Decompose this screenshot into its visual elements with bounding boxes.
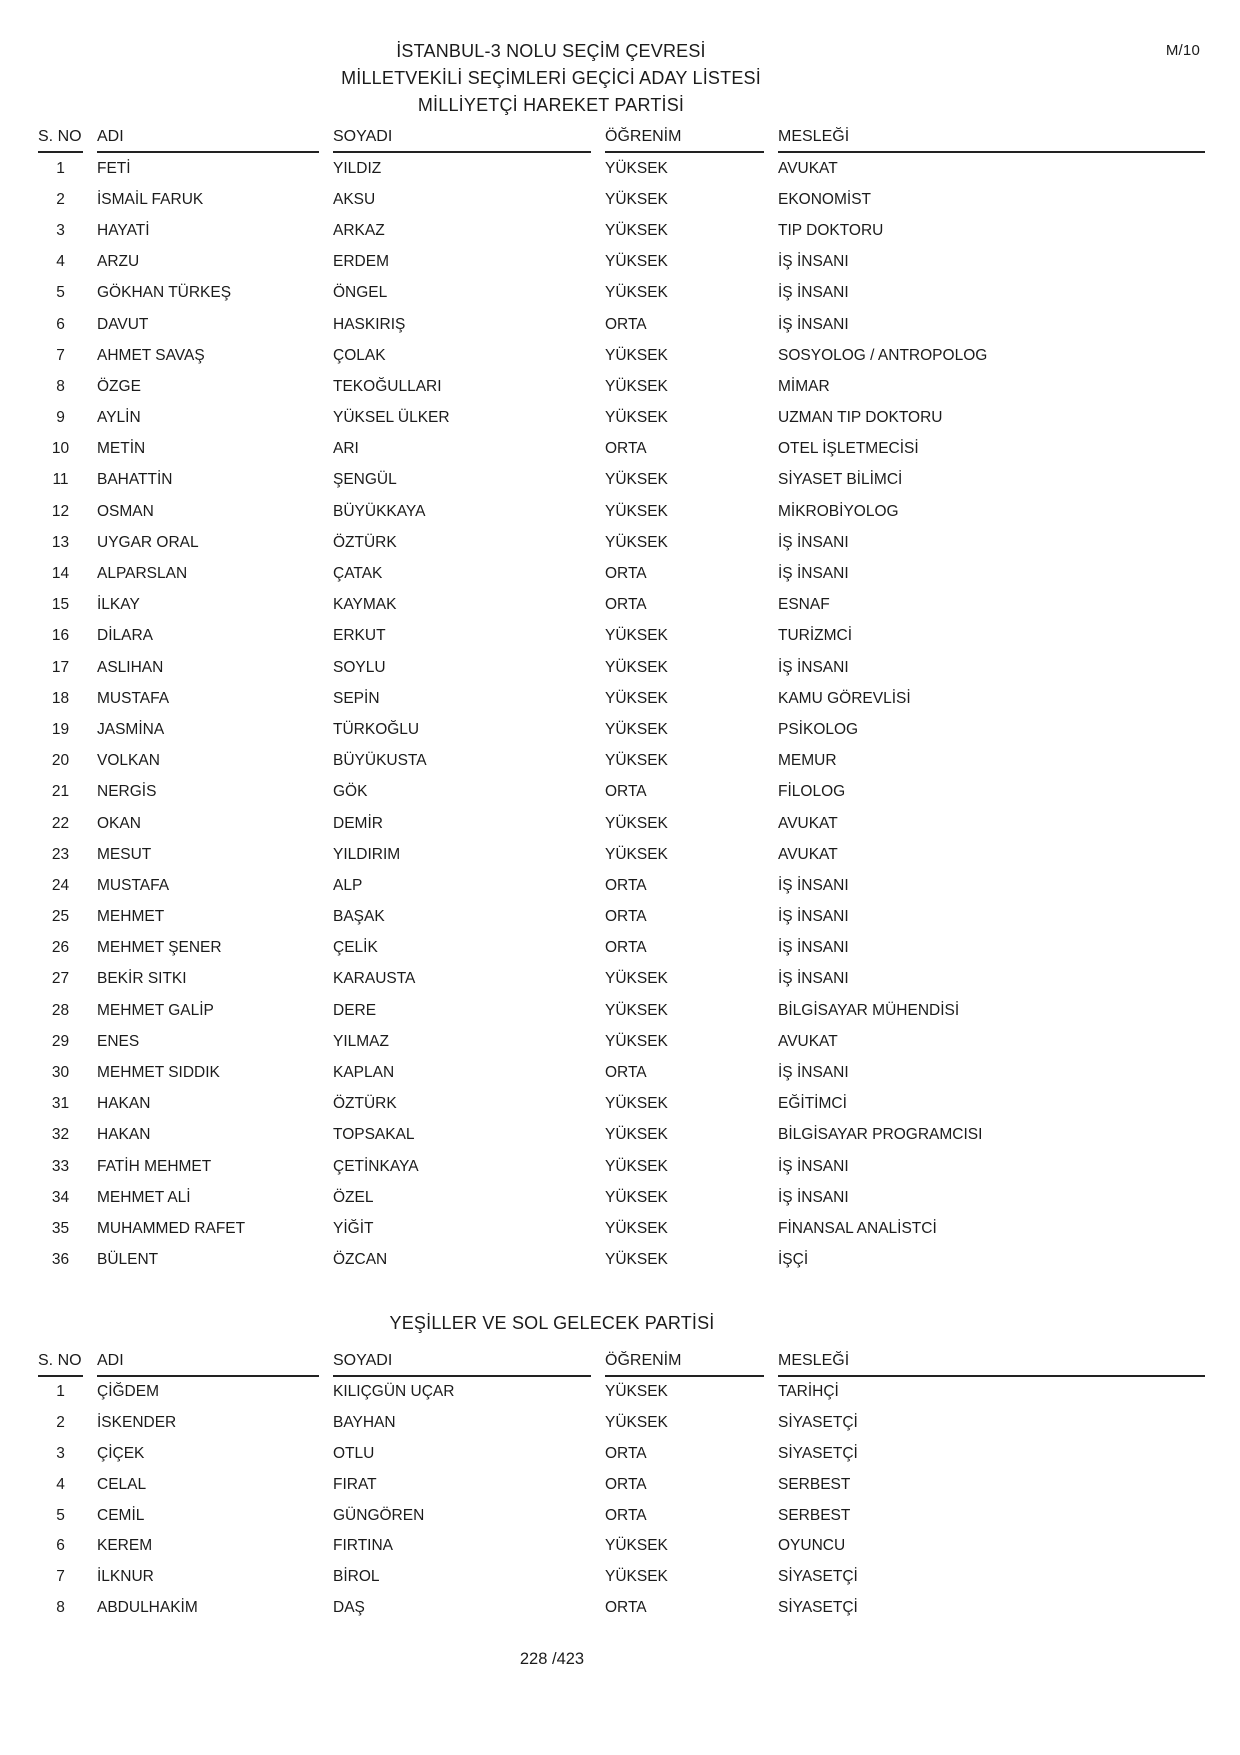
table-cell: MEHMET GALİP xyxy=(97,1001,214,1019)
table-cell: OTLU xyxy=(333,1444,375,1462)
table-cell: TÜRKOĞLU xyxy=(333,720,420,738)
table-cell: ESNAF xyxy=(778,596,830,614)
table-cell: MEHMET SIDDIK xyxy=(97,1064,220,1082)
table-cell: YÜKSEK xyxy=(605,627,668,645)
table-cell: HASKIRIŞ xyxy=(333,315,406,333)
table-cell: ÖNGEL xyxy=(333,284,388,302)
column-header-meslegi: MESLEĞİ xyxy=(778,1351,1205,1377)
table-cell: YÜKSEK xyxy=(605,159,668,177)
table-row xyxy=(38,558,1205,589)
table-cell: 2 xyxy=(56,190,65,208)
table-cell: BÜLENT xyxy=(97,1251,159,1269)
table-cell: VOLKAN xyxy=(97,752,160,770)
table-cell: İŞ İNSANI xyxy=(778,284,849,302)
table-cell: 24 xyxy=(51,876,70,894)
table-cell: ORTA xyxy=(605,1598,647,1616)
table-row xyxy=(38,340,1205,371)
table-cell: 20 xyxy=(51,752,70,770)
table-cell: 29 xyxy=(51,1032,70,1050)
table-cell: AVUKAT xyxy=(778,845,838,863)
table-cell: 3 xyxy=(56,221,65,239)
table-cell: AYLİN xyxy=(97,409,141,427)
table-cell: ORTA xyxy=(605,1444,647,1462)
table-cell: YÜKSEK xyxy=(605,221,668,239)
table-cell: 1 xyxy=(56,1383,65,1401)
party-section-title-ysgp: YEŞİLLER VE SOL GELECEK PARTİSİ xyxy=(389,1313,715,1333)
table-cell: ORTA xyxy=(605,596,647,614)
table-cell: KILIÇGÜN UÇAR xyxy=(333,1383,455,1401)
table-cell: YÜKSEK xyxy=(605,689,668,707)
table-cell: HAYATİ xyxy=(97,221,150,239)
table-cell: YÜKSEK xyxy=(605,720,668,738)
table-row xyxy=(38,1245,1205,1276)
table-cell: MEHMET ALİ xyxy=(97,1188,191,1206)
table-cell: 32 xyxy=(51,1126,70,1144)
table-cell: ÖZEL xyxy=(333,1188,374,1206)
table-row xyxy=(38,933,1205,964)
table-cell: 6 xyxy=(56,315,65,333)
table-cell: ORTA xyxy=(605,939,647,957)
table-cell: İŞ İNSANI xyxy=(778,1157,849,1175)
table-cell: 15 xyxy=(51,596,70,614)
table-cell: 19 xyxy=(51,720,70,738)
page-number: 228 /423 xyxy=(519,1650,585,1668)
table-cell: ORTA xyxy=(605,783,647,801)
table-cell: MEMUR xyxy=(778,752,837,770)
table-cell: ÇELİK xyxy=(333,939,378,957)
table-cell: TIP DOKTORU xyxy=(778,221,884,239)
table-cell: ÇOLAK xyxy=(333,346,386,364)
table-cell: 18 xyxy=(51,689,70,707)
table-cell: 1 xyxy=(56,159,65,177)
table-row xyxy=(38,496,1205,527)
table-row xyxy=(38,1531,1205,1562)
table-cell: ORTA xyxy=(605,315,647,333)
table-row xyxy=(38,621,1205,652)
table-row xyxy=(38,434,1205,465)
table-cell: 12 xyxy=(51,502,70,520)
title-line-party-mhp: MİLLİYETÇİ HAREKET PARTİSİ xyxy=(417,95,685,115)
column-header-adi: ADI xyxy=(97,127,319,153)
table-cell: 3 xyxy=(56,1444,65,1462)
table-cell: ÇATAK xyxy=(333,565,383,583)
table-cell: EKONOMİST xyxy=(778,190,872,208)
table-cell: OSMAN xyxy=(97,502,154,520)
table-cell: 17 xyxy=(51,658,70,676)
table-row xyxy=(38,590,1205,621)
table-cell: ARKAZ xyxy=(333,221,385,239)
table-cell: MESUT xyxy=(97,845,152,863)
table-header-row xyxy=(38,127,1205,153)
table-cell: FETİ xyxy=(97,159,131,177)
table-row xyxy=(38,1408,1205,1439)
table-row xyxy=(38,683,1205,714)
table-cell: YILMAZ xyxy=(333,1032,389,1050)
table-cell: YÜKSEK xyxy=(605,658,668,676)
table-row xyxy=(38,746,1205,777)
table-cell: MEHMET xyxy=(97,908,165,926)
table-cell: YÜKSEK xyxy=(605,1126,668,1144)
table-cell: İSKENDER xyxy=(97,1414,177,1432)
table-cell: ÇETİNKAYA xyxy=(333,1157,419,1175)
table-cell: AVUKAT xyxy=(778,1032,838,1050)
table-cell: DEMİR xyxy=(333,814,383,832)
table-cell: BİLGİSAYAR MÜHENDİSİ xyxy=(778,1001,960,1019)
table-cell: 16 xyxy=(51,627,70,645)
table-cell: SİYASETÇİ xyxy=(778,1444,858,1462)
table-row xyxy=(38,1151,1205,1182)
table-row xyxy=(38,652,1205,683)
table-cell: YÜKSEK xyxy=(605,1568,668,1586)
table-row xyxy=(38,215,1205,246)
table-cell: YÜKSEK xyxy=(605,1219,668,1237)
table-row xyxy=(38,964,1205,995)
candidate-table-mhp xyxy=(24,127,1219,1276)
table-cell: İSMAİL FARUK xyxy=(97,190,204,208)
table-cell: İŞ İNSANI xyxy=(778,908,849,926)
table-cell: KAMU GÖREVLİSİ xyxy=(778,689,911,707)
table-cell: MİKROBİYOLOG xyxy=(778,502,899,520)
table-cell: ORTA xyxy=(605,1475,647,1493)
table-cell: AVUKAT xyxy=(778,814,838,832)
table-cell: 21 xyxy=(51,783,70,801)
table-cell: ÇİÇEK xyxy=(97,1444,145,1462)
table-cell: ALP xyxy=(333,876,363,894)
table-cell: SİYASETÇİ xyxy=(778,1568,858,1586)
table-cell: AVUKAT xyxy=(778,159,838,177)
table-cell: YÜKSEK xyxy=(605,346,668,364)
table-cell: SERBEST xyxy=(778,1475,851,1493)
column-header-ogrenim: ÖĞRENİM xyxy=(605,127,764,153)
table-cell: MUSTAFA xyxy=(97,876,170,894)
table-cell: BÜYÜKUSTA xyxy=(333,752,427,770)
table-cell: 2 xyxy=(56,1414,65,1432)
table-cell: ORTA xyxy=(605,565,647,583)
table-row xyxy=(38,839,1205,870)
column-header-adi: ADI xyxy=(97,1351,319,1377)
table-cell: 4 xyxy=(56,253,65,271)
table-cell: SERBEST xyxy=(778,1506,851,1524)
table-cell: İŞ İNSANI xyxy=(778,253,849,271)
table-cell: YÜKSEK xyxy=(605,814,668,832)
table-cell: BAHATTİN xyxy=(97,471,173,489)
table-cell: YÜKSEK xyxy=(605,1537,668,1555)
table-cell: FIRAT xyxy=(333,1475,377,1493)
table-cell: 8 xyxy=(56,1598,65,1616)
table-cell: DERE xyxy=(333,1001,377,1019)
table-cell: 9 xyxy=(56,409,65,427)
table-cell: İŞ İNSANI xyxy=(778,315,849,333)
table-cell: İŞÇİ xyxy=(778,1251,809,1269)
table-cell: YÜKSEK xyxy=(605,1157,668,1175)
table-row xyxy=(38,527,1205,558)
table-row xyxy=(38,1026,1205,1057)
table-cell: 30 xyxy=(51,1064,70,1082)
table-cell: FATİH MEHMET xyxy=(97,1157,212,1175)
table-cell: ORTA xyxy=(605,440,647,458)
table-cell: 31 xyxy=(51,1095,70,1113)
table-cell: ORTA xyxy=(605,908,647,926)
table-cell: SEPİN xyxy=(333,689,380,707)
table-cell: SİYASETÇİ xyxy=(778,1414,858,1432)
table-cell: 36 xyxy=(51,1251,70,1269)
table-cell: KEREM xyxy=(97,1537,153,1555)
table-cell: ALPARSLAN xyxy=(97,565,188,583)
table-cell: 35 xyxy=(51,1219,70,1237)
table-cell: YÜKSEK xyxy=(605,409,668,427)
table-cell: MEHMET ŞENER xyxy=(97,939,222,957)
table-cell: ÇİĞDEM xyxy=(97,1383,159,1401)
table-cell: İŞ İNSANI xyxy=(778,658,849,676)
column-header-ogrenim: ÖĞRENİM xyxy=(605,1351,764,1377)
table-cell: YÜKSEK xyxy=(605,253,668,271)
table-cell: FIRTINA xyxy=(333,1537,393,1555)
table-cell: ERKUT xyxy=(333,627,386,645)
table-cell: GÖK xyxy=(333,783,368,801)
table-cell: 25 xyxy=(51,908,70,926)
table-row xyxy=(38,1593,1205,1624)
table-cell: EĞİTİMCİ xyxy=(778,1095,847,1113)
table-row xyxy=(38,902,1205,933)
table-cell: YÜKSEK xyxy=(605,1001,668,1019)
table-cell: JASMİNA xyxy=(97,720,165,738)
table-cell: 7 xyxy=(56,1568,65,1586)
table-cell: ENES xyxy=(97,1032,140,1050)
table-cell: 5 xyxy=(56,1506,65,1524)
table-cell: YILDIRIM xyxy=(333,845,401,863)
candidate-table-ysgp xyxy=(24,1351,1219,1623)
table-cell: YÜKSEK xyxy=(605,533,668,551)
table-cell: UZMAN TIP DOKTORU xyxy=(778,409,943,427)
table-cell: YÜKSEK xyxy=(605,1032,668,1050)
table-cell: ARI xyxy=(333,440,359,458)
table-row xyxy=(38,247,1205,278)
table-cell: 14 xyxy=(51,565,70,583)
table-cell: 4 xyxy=(56,1475,65,1493)
table-row xyxy=(38,1182,1205,1213)
table-cell: YÜKSEK xyxy=(605,284,668,302)
page-code: M/10 xyxy=(1165,42,1200,59)
table-cell: ERDEM xyxy=(333,253,389,271)
table-cell: GÜNGÖREN xyxy=(333,1506,425,1524)
table-cell: AKSU xyxy=(333,190,376,208)
table-cell: ORTA xyxy=(605,1506,647,1524)
table-cell: NERGİS xyxy=(97,783,157,801)
table-cell: 33 xyxy=(51,1157,70,1175)
table-cell: İŞ İNSANI xyxy=(778,565,849,583)
table-cell: ÖZGE xyxy=(97,377,141,395)
table-header-row xyxy=(38,1351,1205,1377)
table-row xyxy=(38,184,1205,215)
table-cell: BAYHAN xyxy=(333,1414,396,1432)
table-cell: YÜKSEK xyxy=(605,471,668,489)
table-cell: 22 xyxy=(51,814,70,832)
table-cell: GÖKHAN TÜRKEŞ xyxy=(97,284,232,302)
table-cell: YÜKSEK xyxy=(605,1383,668,1401)
table-cell: SİYASETÇİ xyxy=(778,1598,858,1616)
table-cell: AHMET SAVAŞ xyxy=(97,346,205,364)
table-row xyxy=(38,777,1205,808)
table-cell: 13 xyxy=(51,533,70,551)
table-row xyxy=(38,995,1205,1026)
table-cell: BEKİR SITKI xyxy=(97,970,187,988)
table-cell: İŞ İNSANI xyxy=(778,876,849,894)
table-cell: YÜKSEK xyxy=(605,1251,668,1269)
title-line-list-type: MİLLETVEKİLİ SEÇİMLERİ GEÇİCİ ADAY LİSTESİ xyxy=(341,68,761,88)
table-cell: BİROL xyxy=(333,1568,380,1586)
table-cell: DAŞ xyxy=(333,1598,365,1616)
table-cell: HAKAN xyxy=(97,1095,151,1113)
table-cell: METİN xyxy=(97,440,146,458)
table-cell: ORTA xyxy=(605,876,647,894)
table-cell: 11 xyxy=(52,471,69,489)
table-row xyxy=(38,278,1205,309)
column-header-soyadi: SOYADI xyxy=(333,127,591,153)
table-cell: İLKNUR xyxy=(97,1568,154,1586)
table-cell: CEMİL xyxy=(97,1506,145,1524)
table-cell: 28 xyxy=(51,1001,70,1019)
table-cell: CELAL xyxy=(97,1475,147,1493)
table-cell: ABDULHAKİM xyxy=(97,1598,198,1616)
table-row xyxy=(38,1469,1205,1500)
table-row xyxy=(38,1377,1205,1408)
table-cell: ÖZTÜRK xyxy=(333,1095,397,1113)
table-cell: OKAN xyxy=(97,814,141,832)
table-row xyxy=(38,1213,1205,1244)
table-cell: UYGAR ORAL xyxy=(97,533,199,551)
table-cell: İŞ İNSANI xyxy=(778,1188,849,1206)
table-row xyxy=(38,1562,1205,1593)
table-cell: MİMAR xyxy=(778,377,830,395)
table-cell: YÜKSEL ÜLKER xyxy=(333,409,450,427)
table-cell: İŞ İNSANI xyxy=(778,533,849,551)
table-cell: MUSTAFA xyxy=(97,689,170,707)
table-row xyxy=(38,153,1205,184)
table-cell: 7 xyxy=(56,346,65,364)
table-cell: KAYMAK xyxy=(333,596,397,614)
table-cell: ŞENGÜL xyxy=(333,471,397,489)
table-cell: 5 xyxy=(56,284,65,302)
table-cell: SOYLU xyxy=(333,658,386,676)
table-cell: KARAUSTA xyxy=(333,970,416,988)
table-header xyxy=(38,127,1205,153)
table-cell: 34 xyxy=(51,1188,70,1206)
table-cell: TARİHÇİ xyxy=(778,1383,839,1401)
table-cell: ASLIHAN xyxy=(97,658,164,676)
table-cell: YÜKSEK xyxy=(605,1414,668,1432)
table-cell: OYUNCU xyxy=(778,1537,846,1555)
column-header-soyadi: SOYADI xyxy=(333,1351,591,1377)
table-cell: SOSYOLOG / ANTROPOLOG xyxy=(778,346,988,364)
table-row xyxy=(38,1057,1205,1088)
column-header-sno: S. NO xyxy=(38,1351,83,1377)
table-cell: YÜKSEK xyxy=(605,970,668,988)
table-row xyxy=(38,1500,1205,1531)
table-cell: TEKOĞULLARI xyxy=(333,377,442,395)
table-cell: YÜKSEK xyxy=(605,502,668,520)
table-cell: ORTA xyxy=(605,1064,647,1082)
table-cell: ÖZCAN xyxy=(333,1251,388,1269)
table-cell: 26 xyxy=(51,939,70,957)
table-cell: ARZU xyxy=(97,253,140,271)
column-header-sno: S. NO xyxy=(38,127,83,153)
table-cell: YÜKSEK xyxy=(605,845,668,863)
table-cell: PSİKOLOG xyxy=(778,720,859,738)
table-cell: BAŞAK xyxy=(333,908,385,926)
table-cell: FİNANSAL ANALİSTCİ xyxy=(778,1219,937,1237)
table-body-ysgp xyxy=(38,1377,1205,1623)
table-cell: İŞ İNSANI xyxy=(778,939,849,957)
table-cell: YÜKSEK xyxy=(605,190,668,208)
table-row xyxy=(38,870,1205,901)
document-title xyxy=(0,38,1102,119)
table-header xyxy=(38,1351,1205,1377)
table-body-mhp xyxy=(38,153,1205,1276)
table-cell: YİĞİT xyxy=(333,1219,374,1237)
table-row xyxy=(38,1120,1205,1151)
table-cell: 8 xyxy=(56,377,65,395)
table-cell: 23 xyxy=(51,845,70,863)
table-row xyxy=(38,1089,1205,1120)
table-row xyxy=(38,403,1205,434)
table-row xyxy=(38,808,1205,839)
table-cell: YILDIZ xyxy=(333,159,382,177)
column-header-meslegi: MESLEĞİ xyxy=(778,127,1205,153)
table-cell: HAKAN xyxy=(97,1126,151,1144)
title-line-district: İSTANBUL-3 NOLU SEÇİM ÇEVRESİ xyxy=(396,41,706,61)
table-cell: FİLOLOG xyxy=(778,783,846,801)
table-row xyxy=(38,309,1205,340)
table-cell: OTEL İŞLETMECİSİ xyxy=(778,440,919,458)
table-cell: KAPLAN xyxy=(333,1064,395,1082)
table-cell: BİLGİSAYAR PROGRAMCISI xyxy=(778,1126,983,1144)
table-cell: YÜKSEK xyxy=(605,377,668,395)
table-cell: YÜKSEK xyxy=(605,752,668,770)
table-cell: İLKAY xyxy=(97,596,140,614)
table-cell: İŞ İNSANI xyxy=(778,1064,849,1082)
table-cell: BÜYÜKKAYA xyxy=(333,502,426,520)
table-row xyxy=(38,714,1205,745)
table-cell: MUHAMMED RAFET xyxy=(97,1219,246,1237)
table-cell: İŞ İNSANI xyxy=(778,970,849,988)
table-cell: YÜKSEK xyxy=(605,1095,668,1113)
table-cell: YÜKSEK xyxy=(605,1188,668,1206)
table-cell: 6 xyxy=(56,1537,65,1555)
table-cell: 27 xyxy=(51,970,70,988)
table-cell: ÖZTÜRK xyxy=(333,533,397,551)
table-row xyxy=(38,1439,1205,1470)
table-cell: SİYASET BİLİMCİ xyxy=(778,471,903,489)
table-cell: TURİZMCİ xyxy=(778,627,853,645)
table-row xyxy=(38,465,1205,496)
table-cell: DİLARA xyxy=(97,627,153,645)
table-cell: TOPSAKAL xyxy=(333,1126,415,1144)
table-cell: DAVUT xyxy=(97,315,149,333)
table-cell: 10 xyxy=(51,440,70,458)
table-row xyxy=(38,371,1205,402)
